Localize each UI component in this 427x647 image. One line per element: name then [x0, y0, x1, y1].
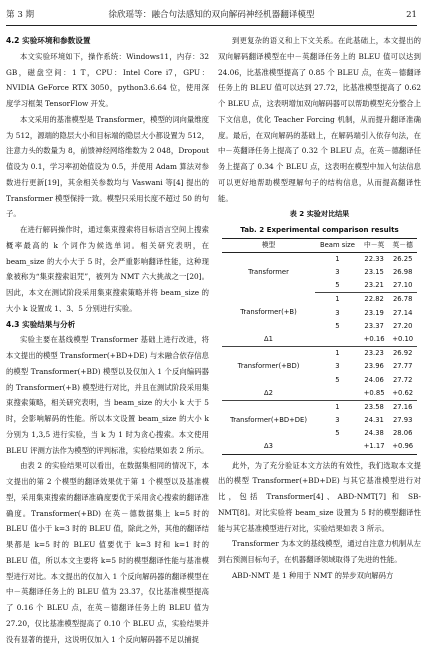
- beam-size-cell: 1: [335, 295, 340, 304]
- zh-en-score: 23.96: [364, 362, 384, 371]
- beam-size-cell: 5: [335, 321, 340, 330]
- en-de-score: 26.98: [392, 268, 413, 277]
- col-header-en-de: 英－德: [388, 238, 417, 252]
- section-heading: 4.3 实验结果与分析: [6, 319, 76, 329]
- beam-size-cell: 3: [335, 362, 340, 371]
- table-row: [222, 293, 417, 307]
- en-de-score: 26.78: [392, 295, 413, 304]
- zh-en-score: 23.58: [364, 402, 384, 411]
- table-row: [222, 252, 417, 266]
- beam-size-cell: 1: [335, 402, 340, 411]
- paragraph: 本文采用的基准模型是 Transformer，模型的词向量维度为 512，源端的隐层大小和目标端的隐层大小都设置为 512，注意力头的数量为 8，前馈神经网络维数为 2 048，Dropout 值设为 0.1，学习率初始值设为 0.5，并使用 Adam 算法对参数进行更新[19]，其余相关参数均与 Vaswani 等[4] 提出的 Transformer 模型保持一致。模型只采用长度不超过 50 的句子。: [6, 114, 209, 219]
- zh-en-score: 23.37: [364, 321, 384, 330]
- beam-size-cell: 3: [335, 416, 340, 425]
- table-caption-en: Tab. 2 Experimental comparison results: [240, 225, 399, 234]
- paragraph: 实验主要在基线模型 Transformer 基础上进行改进，将本文提出的模型 Transformer(+BD+DE) 与未融合依存信息的模型 Transformer(+BD) 模型以及仅加入 1 个反向编码器的 Transformer(+B) 模型进行对比，并且在测试阶段采用集束搜索策略，相关研究表明，当 beam_size 的大小 k 大于 5 时，会影响解码的性能。所以本文设置 beam_size 的大小 k 分别为 1,3,5 进行实验，当 k 为 1 时为贪心搜索。本文使用 BLEU 评测方法作为模型的评判标准，实验结果如表 2 所示。: [6, 335, 209, 455]
- table-header-row: [222, 238, 417, 252]
- en-de-score: 27.10: [388, 279, 417, 293]
- delta-label: Δ2: [222, 387, 315, 401]
- en-de-score: 26.92: [392, 349, 413, 358]
- model-name: Transformer(+BD): [237, 362, 300, 371]
- delta-spacer: [315, 440, 360, 454]
- paragraph: 此外，为了充分验证本文方法的有效性，我们选取本文提出的模型 Transformer(+BD+DE) 与其它基准模型进行对比，包括 Transformer[4]、ABD-NMT[7] 和 SB-NMT[8]。对比实验将 beam_size 设置为 5 时的模型翻译性能与其它基准模型进行对比，实验结果如表 3 所示。: [218, 460, 421, 533]
- delta-en-de: +0.62: [388, 387, 417, 401]
- delta-en-de: +0.96: [388, 440, 417, 454]
- running-title: 徐欣瑶等：融合句法感知的双向解码神经机器翻译模型: [108, 10, 315, 20]
- en-de-score: 28.06: [392, 429, 413, 438]
- en-de-score: 27.16: [392, 402, 413, 411]
- paragraph: 由表 2 的实验结果可以看出，在数据集相同的情况下，本文提出的第 2 个模型的翻译效果优于第 1 个模型以及基准模型，采用集束搜索的翻译准确度要优于采用贪心搜索的翻译准确度。Transformer(+BD) 在英－德数据集上 k=5 时的 BLEU 值小于 k=3 时的 BLEU 值，除此之外，其他的翻译结果都是 k=5 时的 BLEU 值要优于 k=3 时和 k=1 时的 BLEU 值，所以本文主要将 k=5 时的模型翻译性能与基准模型进行对比。本文提出的仅加入 1 个反向解码器的翻译模型在中－英翻译任务上的 BLEU 值为 23.37，仅比基准模型提高了 0.16 个 BLEU 点，在英－德翻译任务上的 BLEU 值为 27.20，仅比基准模型提高了 0.10 个 BLEU 点，实验结果并没有显著的提升，这说明仅加入 1 个反向解码器不足以捕捉: [6, 461, 209, 644]
- zh-en-score: 23.23: [364, 349, 384, 358]
- en-de-score: 27.77: [392, 362, 413, 371]
- zh-en-score: 24.31: [364, 416, 384, 425]
- results-table: [222, 238, 417, 455]
- beam-size-cell: 5: [315, 279, 360, 293]
- delta-label: Δ3: [222, 440, 315, 454]
- paragraph: 在进行解码操作时，通过集束搜索将目标语言空间上搜索概率最高的 k 个词作为候选单词。相关研究表明，在 beam_size 的大小大于 5 时，会严重影响翻译性能，这种现象被称为“集束搜索诅咒”，被列为 NMT 六大挑战之一[20]。因此，本文在测试阶段采用集束搜索策略并将 beam_size 的大小 k 设置成 1、3、5 分别进行实验。: [6, 225, 209, 313]
- page-number: 21: [406, 10, 417, 20]
- delta-label: Δ1: [222, 333, 315, 347]
- beam-size-cell: 1: [335, 349, 340, 358]
- issue-number: 第 3 期: [6, 10, 35, 20]
- delta-zh-en: +0.16: [360, 333, 389, 347]
- zh-en-score: 24.38: [364, 429, 384, 438]
- paragraph: Transformer 为本文的基线模型，通过自注意力机制从左到右预测目标句子，在机器翻译领域取得了先进的性能。: [218, 539, 421, 565]
- paragraph: 本文实验环境如下，操作系统：Windows11，内存：32 GB，磁盘空间：1 T，CPU：Intel Core i7，GPU：NVIDIA GeForce RTX 3050，python3.6.64 位，使用深度学习框架 TensorFlow 开发。: [6, 51, 209, 108]
- delta-zh-en: +1.17: [360, 440, 389, 454]
- delta-spacer: [315, 333, 360, 347]
- model-name: Transformer(+BD+DE): [230, 416, 307, 425]
- table-row: [222, 347, 417, 361]
- en-de-score: 26.25: [392, 254, 413, 263]
- beam-size-cell: 3: [335, 268, 340, 277]
- zh-en-score: 23.19: [364, 308, 384, 317]
- delta-row: [222, 440, 417, 454]
- delta-spacer: [315, 387, 360, 401]
- running-header: [6, 9, 417, 22]
- paragraph: ABD-NMT 是 1 种用于 NMT 的异步双向解码方: [231, 570, 394, 580]
- left-column: [6, 33, 209, 647]
- zh-en-score: 24.06: [364, 375, 384, 384]
- table-row: [222, 400, 417, 414]
- table-caption-cn: 表 2 实验对比结果: [289, 209, 350, 219]
- col-header-zh-en: 中－英: [360, 238, 389, 252]
- section-heading: 4.2 实验环境和参数设置: [6, 36, 91, 45]
- delta-row: [222, 333, 417, 347]
- en-de-score: 27.93: [392, 416, 413, 425]
- right-column: [218, 33, 421, 584]
- delta-row: [222, 387, 417, 401]
- col-header-beam-size: Beam size: [315, 238, 360, 252]
- beam-size-cell: 5: [335, 375, 340, 384]
- en-de-score: 27.72: [392, 375, 413, 384]
- delta-zh-en: +0.85: [360, 387, 389, 401]
- zh-en-score: 23.21: [360, 279, 389, 293]
- model-name: Transformer: [248, 268, 289, 277]
- beam-size-cell: 1: [335, 254, 340, 263]
- zh-en-score: 22.82: [364, 295, 384, 304]
- paragraph: 到更复杂的语义和上下文关系。在此基础上，本文提出的双向解码翻译模型在中－英翻译任务上的 BLEU 值可以达到 24.06，比基准模型提高了 0.85 个 BLEU 点，在英－德翻译任务上的 BLEU 值可以达到 27.72，比基准模型提高了 0.62 个 BLEU 点，这表明增加双向解码器可以帮助模型充分整合上下文信息，优化 Teacher Forcing 机制，从而提升翻译准确度。最后，在双向解码的基础上，在解码端引入依存句法，在中－英翻译任务上提高了 0.32 个 BLEU 点，在英－德翻译任务上提高了 0.34 个 BLEU 点，这表明在模型中加入句法信息可以更好地帮助模型理解句子的结构信息，从而提高翻译性能。: [218, 36, 421, 203]
- zh-en-score: 23.15: [364, 268, 384, 277]
- en-de-score: 27.20: [392, 321, 413, 330]
- beam-size-cell: 3: [335, 308, 340, 317]
- zh-en-score: 22.33: [364, 254, 384, 263]
- model-name: Transformer(+B): [240, 308, 297, 317]
- en-de-score: 27.14: [392, 308, 413, 317]
- delta-en-de: +0.10: [388, 333, 417, 347]
- col-header-model: 模型: [222, 238, 315, 252]
- header-rule: [6, 25, 417, 26]
- beam-size-cell: 5: [335, 429, 340, 438]
